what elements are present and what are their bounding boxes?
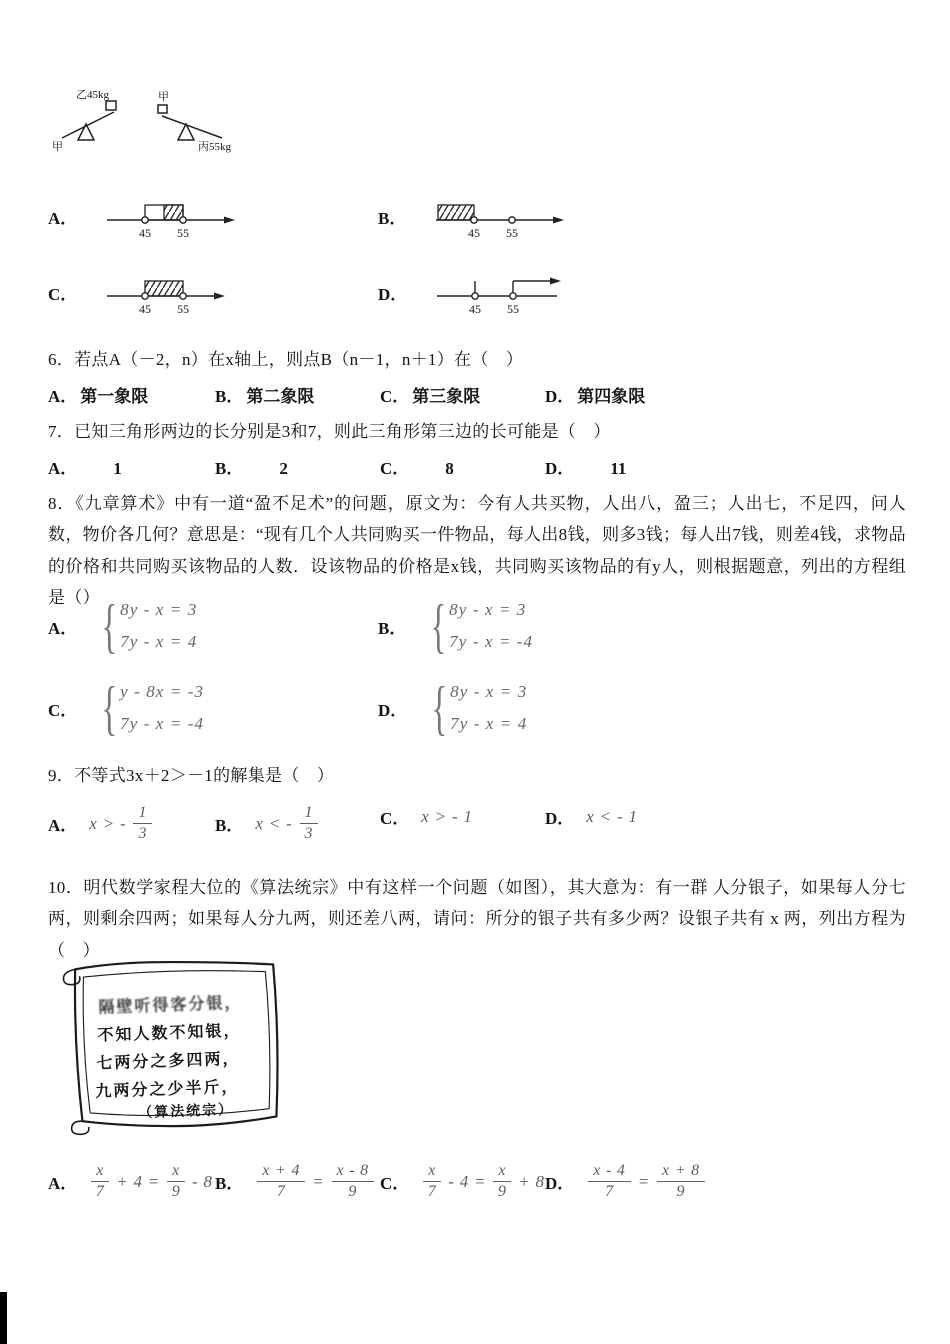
brace-icon: { [101, 675, 118, 741]
option-math: $\frac{x}{7}$ - 4 = $\frac{x}{9}$ + 8 [421, 1162, 545, 1202]
q10-option-d [545, 1162, 712, 1202]
fraction: $\frac{1}{3}$ [133, 804, 152, 844]
equation: 8y - x = 3 [449, 600, 527, 619]
equation: 7y - x = -4 [449, 632, 534, 651]
fraction: $\frac{x + 8}{9}$ [657, 1162, 705, 1202]
option-text: 第二象限 [246, 387, 315, 406]
tick-45: 45 [139, 226, 152, 240]
seesaw-left-weight-label: 乙45kg [76, 89, 109, 101]
equation-system [424, 593, 534, 659]
scroll-figure [48, 952, 298, 1147]
option-math: $\frac{x - 4}{7}$ = $\frac{x + 8}{9}$ [586, 1162, 712, 1202]
option-label: C． [380, 459, 410, 478]
fraction: $\frac{x + 4}{7}$ [257, 1162, 305, 1202]
equation: 8y - x = 3 [450, 682, 528, 701]
option-label: A． [48, 1174, 78, 1194]
numberline-a [103, 192, 243, 240]
fraction: $\frac{x - 8}{9}$ [332, 1162, 374, 1202]
option-label: C． [48, 284, 78, 304]
brace-icon: { [430, 593, 447, 659]
q6-option-c [380, 382, 480, 407]
numberline-c [103, 268, 243, 316]
option-label: D． [545, 387, 575, 406]
equation-system [425, 675, 528, 741]
equation-system [95, 593, 198, 659]
q9-option-d [545, 804, 638, 829]
option-text: 第四象限 [577, 387, 646, 406]
q7-option-b [215, 454, 288, 479]
q5-option-b [378, 192, 572, 240]
q6-stem: 6．若点A（－2，n）在x轴上，则点B（n－1，n＋1）在（ ） [48, 350, 524, 369]
option-label: C． [380, 809, 410, 828]
seesaw-right-weight-label: 丙55kg [198, 141, 231, 153]
q10-option-b [215, 1162, 381, 1202]
q8-option-b [378, 593, 534, 659]
option-label: A． [48, 387, 78, 406]
option-math: $\frac{x + 4}{7}$ = $\frac{x - 8}{9}$ [255, 1162, 381, 1202]
equation: 7y - x = 4 [450, 714, 528, 733]
q9-option-a [48, 804, 154, 844]
q9-option-c [380, 804, 473, 829]
tick-45: 45 [139, 302, 152, 316]
option-math: x < - $\frac{1}{3}$ [255, 804, 320, 844]
option-label: C． [48, 700, 78, 720]
option-text: 2 [279, 459, 288, 478]
option-label: C． [380, 387, 410, 406]
fraction: $\frac{x - 4}{7}$ [588, 1162, 630, 1202]
equation: y - 8x = -3 [120, 682, 205, 701]
option-math: x > - $\frac{1}{3}$ [89, 804, 154, 844]
seesaw-figure [50, 86, 280, 156]
fraction: $\frac{x}{7}$ [423, 1162, 441, 1202]
q8-stem: 8．《九章算术》中有一道“盈不足术”的问题，原文为：今有人共买物，人出八，盈三；人出七，不足四，问人数，物价各几何？意思是：“现有几个人共同购买一件物品，每人出8钱，则多3钱；每人出7钱，则差4钱，求物品的价格和共同购买该物品的人数．设该物品的价格是x钱，共同购买该物品的有y人，则根据题意，列出的方程组是（） [48, 494, 906, 608]
q5-option-c [48, 268, 243, 316]
option-label: B． [378, 208, 407, 228]
scroll-line-4: 九两分之少半斤， [95, 1078, 240, 1101]
q7-option-d [545, 454, 626, 479]
seesaw-left-side-label: 甲 [52, 141, 63, 153]
fraction: $\frac{1}{3}$ [300, 804, 319, 844]
option-label: B． [215, 459, 244, 478]
equation: 7y - x = -4 [120, 714, 205, 733]
q6-option-b [215, 382, 314, 407]
option-label: B． [215, 387, 244, 406]
q6-option-d [545, 382, 645, 407]
brace-icon: { [101, 593, 118, 659]
option-label: D． [545, 1174, 575, 1194]
q10-stem: 10．明代数学家程大位的《算法统宗》中有这样一个问题（如图），其大意为：有一群 人分银子，如果每人分七两，则剩余四两；如果每人分九两，则还差八两，请问：所分的银子共有多少两？设银子共有 x 两，列出方程为（ ） [48, 878, 906, 960]
option-label: D． [545, 809, 575, 828]
q6-option-a [48, 382, 148, 407]
tick-45: 45 [469, 302, 482, 316]
tick-55: 55 [177, 226, 190, 240]
scroll-attribution: （算法统宗） [137, 1102, 235, 1122]
seesaw-right-top-label: 甲 [158, 91, 169, 103]
scroll-line-1: 隔壁听得客分银， [98, 994, 243, 1017]
option-text: 第一象限 [80, 387, 149, 406]
option-label: A． [48, 816, 78, 836]
equation-system [95, 675, 205, 741]
option-text: 1 [113, 459, 122, 478]
q8-option-c [48, 675, 205, 741]
option-label: B． [215, 816, 244, 836]
option-label: D． [545, 459, 575, 478]
numberline-d [433, 268, 573, 316]
q5-option-d [378, 268, 573, 316]
option-label: A． [48, 459, 78, 478]
q10-option-a [48, 1162, 213, 1202]
q5-option-a [48, 192, 243, 240]
q8-option-a [48, 593, 198, 659]
tick-55: 55 [506, 226, 519, 240]
fraction: $\frac{x}{9}$ [167, 1162, 185, 1202]
fraction: $\frac{x}{9}$ [493, 1162, 511, 1202]
option-text: 11 [610, 459, 627, 478]
option-math: $\frac{x}{7}$ + 4 = $\frac{x}{9}$ - 8 [89, 1162, 213, 1202]
fraction: $\frac{x}{7}$ [91, 1162, 109, 1202]
scroll-line-3: 七两分之多四两， [96, 1050, 241, 1073]
tick-45: 45 [468, 226, 481, 240]
scan-artifact [0, 1292, 7, 1344]
option-label: B． [378, 618, 407, 638]
tick-55: 55 [177, 302, 190, 316]
option-label: A． [48, 208, 78, 228]
q7-option-c [380, 454, 454, 479]
option-label: D． [378, 284, 408, 304]
brace-icon: { [431, 675, 448, 741]
q7-option-a [48, 454, 122, 479]
option-label: D． [378, 700, 408, 720]
option-label: A． [48, 618, 78, 638]
option-text: 8 [445, 459, 454, 478]
option-math: x > - 1 [421, 806, 473, 826]
equation: 8y - x = 3 [120, 600, 198, 619]
q9-stem: 9．不等式3x＋2＞－1的解集是（ ） [48, 766, 335, 785]
option-text: 第三象限 [412, 387, 481, 406]
equation: 7y - x = 4 [120, 632, 198, 651]
option-label: B． [215, 1174, 244, 1194]
option-label: C． [380, 1174, 410, 1194]
scroll-line-2: 不知人数不知银， [97, 1022, 242, 1045]
q8-option-d [378, 675, 528, 741]
q9-option-b [215, 804, 320, 844]
option-math: x < - 1 [586, 806, 638, 826]
q10-option-c [380, 1162, 545, 1202]
numberline-b [432, 192, 572, 240]
tick-55: 55 [507, 302, 520, 316]
q7-stem: 7．已知三角形两边的长分别是3和7，则此三角形第三边的长可能是（ ） [48, 422, 611, 441]
